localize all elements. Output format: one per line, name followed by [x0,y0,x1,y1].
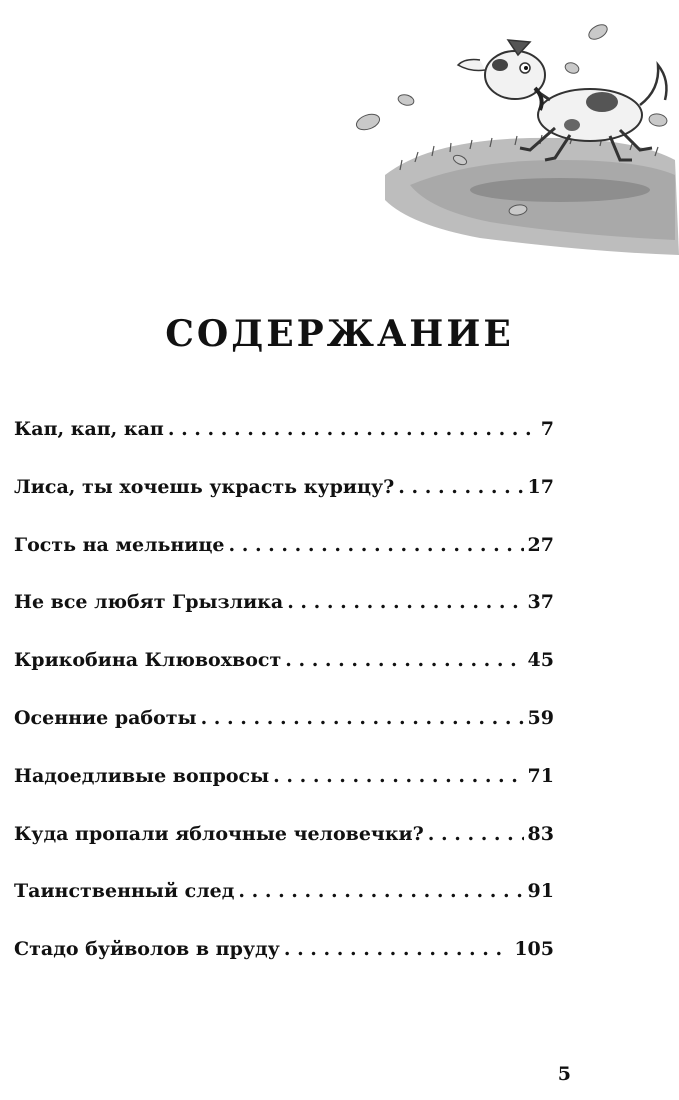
toc-entry-title: Лиса, ты хочешь украсть курицу? [14,475,395,498]
running-dog-illustration [340,10,679,260]
toc-entry-title: Таинственный след [14,880,235,903]
toc-leader-dots [168,418,537,440]
toc-entry[interactable] [14,534,554,592]
toc-entry-page: 59 [527,706,554,729]
toc-leader-dots [228,534,523,556]
toc-entry-page: 37 [527,591,554,614]
toc-entry[interactable] [14,476,554,534]
toc-entry-title: Кап, кап, кап [14,418,164,440]
toc-entry[interactable] [14,649,554,707]
toc-entry-page: 105 [514,938,554,961]
toc-entry-title: Стадо буйволов в пруду [14,938,280,961]
toc-leader-dots [428,823,524,845]
toc-entry-page: 83 [527,822,554,845]
toc-leader-dots [284,938,510,960]
toc-entry[interactable] [14,418,554,476]
toc-entry-title: Надоедливые вопросы [14,764,270,787]
toc-entry-title: Гость на мельнице [14,533,225,556]
toc-entry-title: Осенние работы [14,706,197,729]
toc-entry-page: 45 [527,649,554,672]
toc-leader-dots [285,649,523,671]
toc-leader-dots [273,765,523,787]
toc-entry[interactable] [14,591,554,649]
toc-entry[interactable] [14,823,554,881]
toc-entry-page: 17 [527,475,554,498]
toc-entry-page: 71 [527,764,554,787]
toc-entry[interactable] [14,880,554,938]
page-number: 5 [557,1063,571,1085]
toc-entry-title: Куда пропали яблочные человечки? [14,822,424,845]
toc-leader-dots [201,707,524,729]
table-of-contents [14,418,554,996]
toc-leader-dots [287,591,523,613]
toc-leader-dots [398,476,523,498]
toc-entry-page: 27 [527,533,554,556]
page-title: СОДЕРЖАНИЕ [165,313,514,355]
toc-entry[interactable] [14,938,554,996]
toc-entry-title: Не все любят Грызлика [14,591,284,614]
toc-entry-page: 7 [540,418,554,440]
toc-entry[interactable] [14,765,554,823]
toc-entry[interactable] [14,707,554,765]
toc-entry-page: 91 [527,880,554,903]
toc-leader-dots [238,880,523,902]
toc-entry-title: Крикобина Клювохвост [14,649,282,672]
